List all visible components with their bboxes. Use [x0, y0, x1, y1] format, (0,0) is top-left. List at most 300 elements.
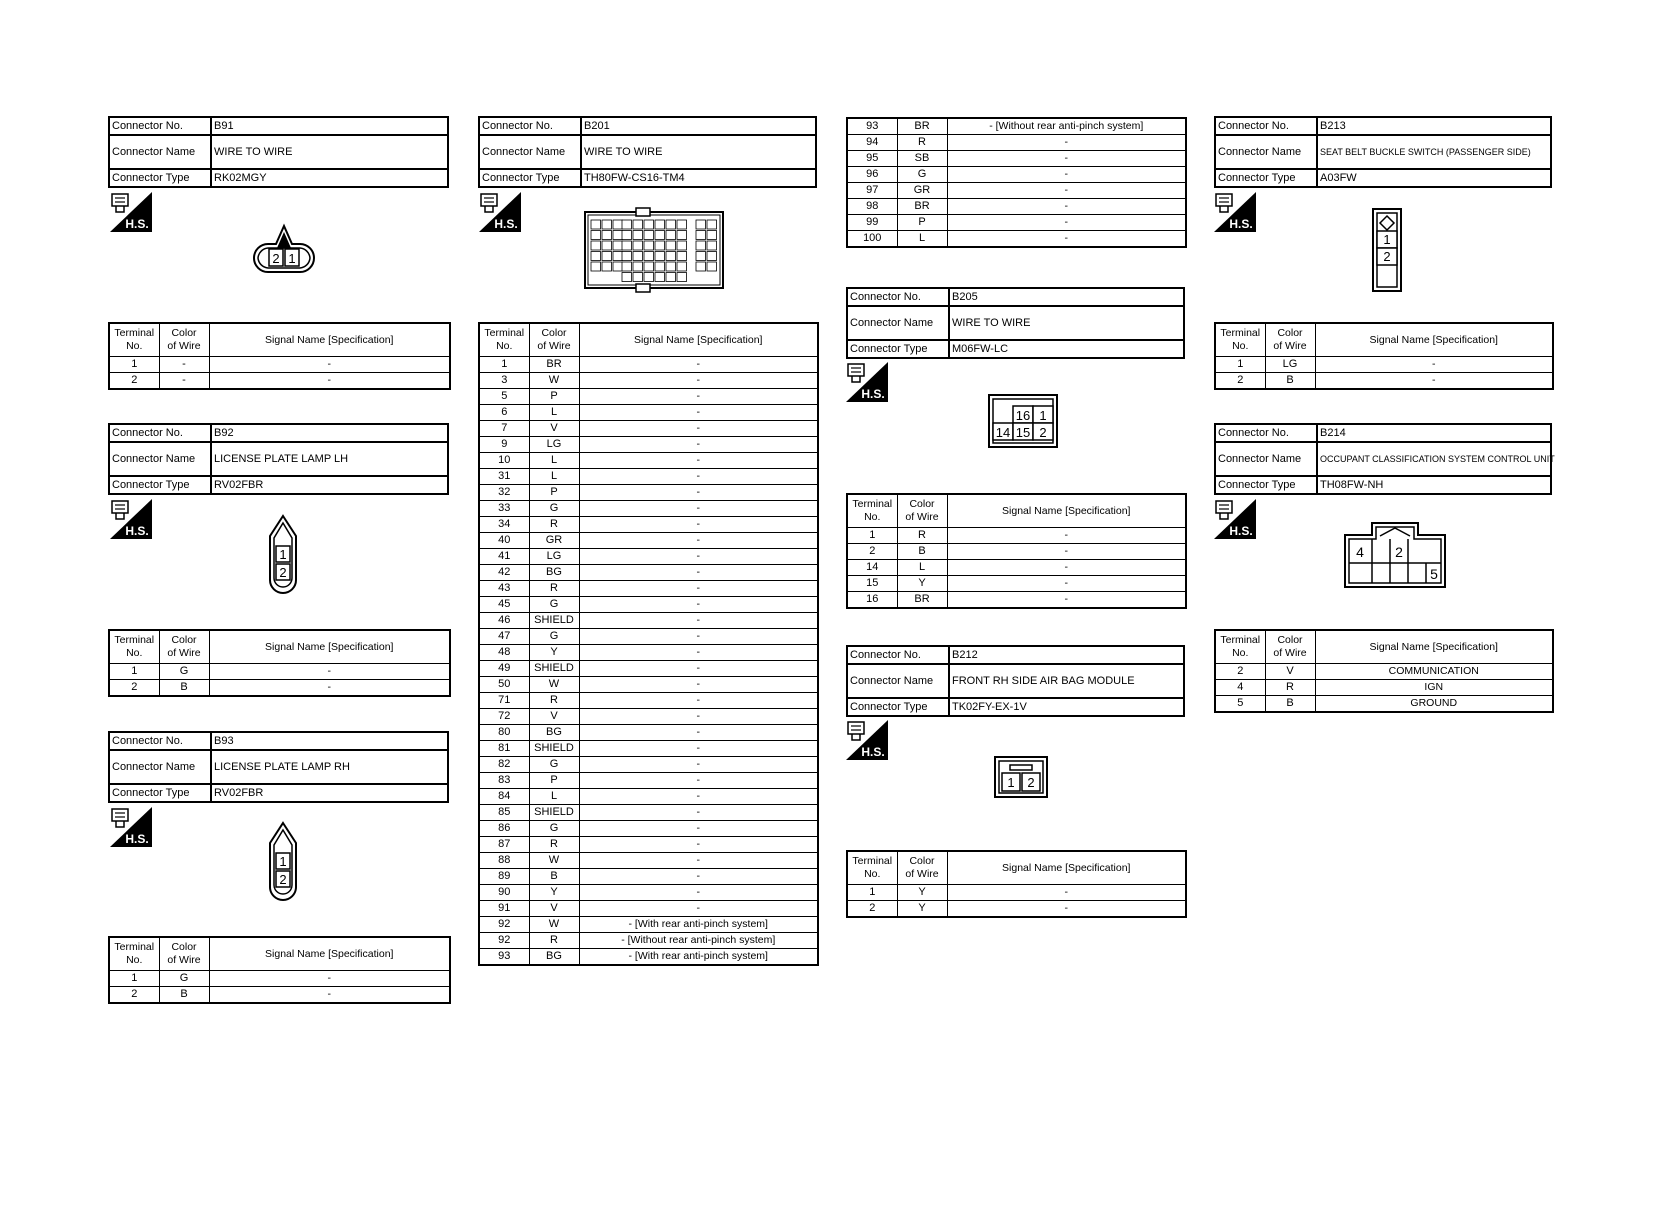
terminal-no: 92	[479, 917, 529, 933]
wire-color: BR	[897, 592, 947, 609]
connector-no-row	[110, 118, 447, 136]
signal-name: -	[579, 549, 818, 565]
table-row	[479, 677, 818, 693]
wire-color: L	[897, 560, 947, 576]
table-row	[847, 183, 1186, 199]
connector-type-row	[110, 785, 447, 801]
table-row	[847, 167, 1186, 183]
signal-name: GROUND	[1315, 696, 1553, 713]
pin-label: 1	[279, 854, 287, 869]
connector-name-label: Connector Name	[1218, 146, 1302, 158]
signal-name: - [With rear anti-pinch system]	[579, 949, 818, 966]
connector-name-value: FRONT RH SIDE AIR BAG MODULE	[952, 675, 1135, 687]
wire-color: -	[159, 357, 209, 373]
signal-name: -	[579, 709, 818, 725]
table-row	[479, 533, 818, 549]
table-row	[1215, 373, 1553, 390]
table-header-row	[1215, 323, 1553, 357]
terminal-no: 95	[847, 151, 897, 167]
wire-color: R	[529, 693, 579, 709]
signal-name: -	[579, 373, 818, 389]
terminal-table-b212	[846, 850, 1187, 918]
terminal-no: 32	[479, 485, 529, 501]
harness-side-icon	[1214, 499, 1256, 539]
connector-diagram-b214	[1344, 522, 1446, 588]
signal-name-header: Signal Name [Specification]	[579, 323, 818, 357]
terminal-no: 87	[479, 837, 529, 853]
terminal-no: 2	[1215, 664, 1265, 680]
connector-name-value: WIRE TO WIRE	[952, 317, 1031, 329]
connector-diagram-b205	[988, 394, 1058, 448]
connector-type-row	[848, 699, 1183, 715]
wire-color: R	[529, 581, 579, 597]
table-row	[479, 821, 818, 837]
connector-no-value: B212	[952, 649, 978, 661]
table-row	[479, 373, 818, 389]
signal-name: -	[947, 135, 1186, 151]
signal-name: -	[579, 469, 818, 485]
wire-color: G	[529, 629, 579, 645]
table-row	[479, 549, 818, 565]
connector-type-label: Connector Type	[112, 172, 190, 184]
table-row	[479, 405, 818, 421]
terminal-no-header: Terminal No.	[109, 937, 159, 971]
connector-type-value: RK02MGY	[214, 172, 267, 184]
table-row	[109, 357, 450, 373]
connector-diagram-b213	[1372, 208, 1402, 292]
table-row	[847, 215, 1186, 231]
wire-color: G	[529, 757, 579, 773]
connector-name-value: SEAT BELT BUCKLE SWITCH (PASSENGER SIDE)	[1320, 147, 1531, 157]
connector-type-label: Connector Type	[482, 172, 560, 184]
signal-name: -	[947, 901, 1186, 918]
svg-text:H.S.: H.S.	[1229, 217, 1253, 231]
wire-color: BR	[897, 118, 947, 135]
connector-no-label: Connector No.	[1218, 120, 1289, 132]
table-row	[479, 485, 818, 501]
wire-color: R	[529, 837, 579, 853]
pin-label: 1	[1039, 408, 1047, 423]
table-row	[847, 901, 1186, 918]
signal-name-header: Signal Name [Specification]	[209, 323, 450, 357]
pin-label: 14	[995, 425, 1011, 440]
pin-label: 2	[279, 872, 287, 887]
wire-color: B	[529, 869, 579, 885]
signal-name: -	[579, 581, 818, 597]
signal-name: -	[209, 680, 450, 697]
table-row	[847, 576, 1186, 592]
svg-text:H.S.: H.S.	[861, 745, 885, 759]
svg-text:H.S.: H.S.	[125, 832, 149, 846]
signal-name: -	[947, 215, 1186, 231]
terminal-no-header: Terminal No.	[109, 323, 159, 357]
table-row	[479, 773, 818, 789]
signal-name: -	[209, 373, 450, 390]
connector-header-b214	[1214, 423, 1555, 495]
signal-name: -	[579, 501, 818, 517]
signal-name: -	[579, 485, 818, 501]
pin-label: 1	[279, 547, 287, 562]
terminal-no: 7	[479, 421, 529, 437]
wire-color: G	[529, 821, 579, 837]
svg-text:H.S.: H.S.	[1229, 524, 1253, 538]
terminal-no: 85	[479, 805, 529, 821]
wire-color: W	[529, 853, 579, 869]
wire-color: W	[529, 677, 579, 693]
connector-no-value: B201	[584, 120, 610, 132]
table-header-row	[847, 494, 1186, 528]
table-row	[1215, 357, 1553, 373]
signal-name-header: Signal Name [Specification]	[1315, 630, 1553, 664]
wire-color: L	[897, 231, 947, 248]
signal-name: -	[579, 725, 818, 741]
terminal-no: 10	[479, 453, 529, 469]
terminal-no: 33	[479, 501, 529, 517]
wire-color: R	[897, 135, 947, 151]
terminal-no: 93	[479, 949, 529, 966]
table-row	[847, 151, 1186, 167]
harness-side-icon	[479, 192, 521, 232]
terminal-no-header: Terminal No.	[847, 851, 897, 885]
wire-color: R	[1265, 680, 1315, 696]
svg-text:H.S.: H.S.	[125, 524, 149, 538]
signal-name: -	[579, 405, 818, 421]
terminal-table-b91	[108, 322, 451, 390]
signal-name: -	[579, 517, 818, 533]
terminal-no: 48	[479, 645, 529, 661]
table-row	[479, 613, 818, 629]
connector-diagram-b212	[994, 756, 1048, 798]
connector-no-label: Connector No.	[850, 649, 921, 661]
terminal-no: 1	[109, 664, 159, 680]
table-row	[479, 469, 818, 485]
table-row	[479, 869, 818, 885]
signal-name: - [With rear anti-pinch system]	[579, 917, 818, 933]
pin-label: 5	[1430, 566, 1438, 582]
harness-side-icon	[846, 362, 888, 402]
signal-name: -	[579, 357, 818, 373]
connector-name-value: WIRE TO WIRE	[584, 146, 663, 158]
signal-name: -	[579, 885, 818, 901]
signal-name: -	[1315, 373, 1553, 390]
table-row	[479, 789, 818, 805]
signal-name: -	[209, 357, 450, 373]
signal-name: -	[579, 421, 818, 437]
table-row	[847, 118, 1186, 135]
wire-color-header: Color of Wire	[1265, 323, 1315, 357]
connector-header-b92	[108, 423, 449, 495]
terminal-no: 15	[847, 576, 897, 592]
wire-color: B	[1265, 373, 1315, 390]
signal-name: -	[579, 853, 818, 869]
connector-name-value: OCCUPANT CLASSIFICATION SYSTEM CONTROL UNIT	[1320, 454, 1555, 464]
table-row	[1215, 664, 1553, 680]
terminal-no: 47	[479, 629, 529, 645]
table-header-row	[109, 630, 450, 664]
wire-color: SB	[897, 151, 947, 167]
signal-name: -	[947, 151, 1186, 167]
connector-type-value: TH08FW-NH	[1320, 479, 1384, 491]
connector-header-b213	[1214, 116, 1552, 188]
table-row	[109, 987, 450, 1004]
signal-name: -	[947, 167, 1186, 183]
wire-color: V	[529, 901, 579, 917]
terminal-no: 31	[479, 469, 529, 485]
table-row	[479, 709, 818, 725]
connector-no-value: B92	[214, 427, 234, 439]
wire-color: SHIELD	[529, 741, 579, 757]
harness-side-icon	[846, 720, 888, 760]
signal-name: -	[579, 821, 818, 837]
connector-no-label: Connector No.	[112, 120, 183, 132]
terminal-no: 5	[1215, 696, 1265, 713]
table-row	[847, 199, 1186, 215]
terminal-no: 80	[479, 725, 529, 741]
table-header-row	[1215, 630, 1553, 664]
pin-label: 2	[272, 251, 280, 266]
connector-header-b93	[108, 731, 449, 803]
signal-name: -	[209, 987, 450, 1004]
wire-color: P	[529, 773, 579, 789]
connector-diagram-b201	[584, 208, 724, 292]
terminal-no: 97	[847, 183, 897, 199]
table-row	[479, 501, 818, 517]
connector-header-b91	[108, 116, 449, 188]
terminal-table-b213	[1214, 322, 1554, 390]
signal-name: -	[947, 183, 1186, 199]
terminal-no: 94	[847, 135, 897, 151]
terminal-no-header: Terminal No.	[479, 323, 529, 357]
signal-name-header: Signal Name [Specification]	[1315, 323, 1553, 357]
terminal-no: 5	[479, 389, 529, 405]
connector-name-label: Connector Name	[112, 146, 196, 158]
signal-name: -	[579, 869, 818, 885]
signal-name: -	[947, 231, 1186, 248]
connector-no-label: Connector No.	[112, 735, 183, 747]
terminal-no: 50	[479, 677, 529, 693]
signal-name-header: Signal Name [Specification]	[947, 851, 1186, 885]
pin-label: 1	[1007, 775, 1015, 790]
wire-color-header: Color of Wire	[897, 851, 947, 885]
signal-name: -	[579, 837, 818, 853]
terminal-no: 71	[479, 693, 529, 709]
harness-side-icon	[110, 192, 152, 232]
pin-label: 2	[1395, 544, 1403, 560]
terminal-no: 88	[479, 853, 529, 869]
terminal-no: 14	[847, 560, 897, 576]
table-row	[479, 917, 818, 933]
table-row	[479, 853, 818, 869]
connector-name-row	[110, 136, 447, 170]
connector-type-label: Connector Type	[850, 343, 928, 355]
wire-color: GR	[529, 533, 579, 549]
table-row	[1215, 680, 1553, 696]
svg-text:H.S.: H.S.	[494, 217, 518, 231]
terminal-table-b214	[1214, 629, 1554, 713]
wire-color: G	[159, 971, 209, 987]
wire-color: W	[529, 917, 579, 933]
table-row	[847, 560, 1186, 576]
table-row	[479, 357, 818, 373]
signal-name: IGN	[1315, 680, 1553, 696]
connector-type-row	[1216, 477, 1550, 493]
terminal-no: 81	[479, 741, 529, 757]
terminal-table-b92	[108, 629, 451, 697]
connector-name-label: Connector Name	[850, 317, 934, 329]
terminal-no: 89	[479, 869, 529, 885]
terminal-no: 2	[109, 987, 159, 1004]
terminal-no: 1	[109, 357, 159, 373]
terminal-no: 45	[479, 597, 529, 613]
wire-color: BG	[529, 725, 579, 741]
table-row	[847, 135, 1186, 151]
wire-color: Y	[529, 645, 579, 661]
svg-text:H.S.: H.S.	[861, 387, 885, 401]
terminal-no-header: Terminal No.	[1215, 323, 1265, 357]
connector-name-value: LICENSE PLATE LAMP RH	[214, 761, 350, 773]
terminal-no: 16	[847, 592, 897, 609]
table-row	[479, 645, 818, 661]
connector-no-row	[110, 733, 447, 751]
table-header-row	[109, 323, 450, 357]
table-row	[109, 971, 450, 987]
connector-name-label: Connector Name	[850, 675, 934, 687]
wire-color: B	[1265, 696, 1315, 713]
connector-no-row	[848, 647, 1183, 665]
table-row	[479, 741, 818, 757]
wire-color-header: Color of Wire	[529, 323, 579, 357]
wire-color: P	[529, 485, 579, 501]
terminal-no: 99	[847, 215, 897, 231]
table-header-row	[847, 851, 1186, 885]
wire-color: B	[159, 680, 209, 697]
terminal-table-b205	[846, 493, 1187, 609]
harness-side-icon	[1214, 192, 1256, 232]
terminal-no: 1	[1215, 357, 1265, 373]
terminal-no: 82	[479, 757, 529, 773]
svg-text:H.S.: H.S.	[125, 217, 149, 231]
wire-color: SHIELD	[529, 661, 579, 677]
table-row	[847, 231, 1186, 248]
terminal-no: 2	[847, 544, 897, 560]
terminal-no: 1	[109, 971, 159, 987]
table-row	[479, 421, 818, 437]
connector-no-value: B93	[214, 735, 234, 747]
wire-color: V	[529, 709, 579, 725]
signal-name: -	[947, 592, 1186, 609]
pin-label: 2	[1027, 775, 1035, 790]
wire-color: L	[529, 469, 579, 485]
signal-name: -	[947, 528, 1186, 544]
connector-diagram-b91	[250, 218, 320, 278]
connector-type-value: RV02FBR	[214, 479, 264, 491]
table-row	[479, 629, 818, 645]
connector-type-label: Connector Type	[1218, 479, 1296, 491]
terminal-no: 4	[1215, 680, 1265, 696]
wire-color: BR	[897, 199, 947, 215]
signal-name-header: Signal Name [Specification]	[947, 494, 1186, 528]
signal-name: -	[947, 576, 1186, 592]
table-row	[479, 837, 818, 853]
signal-name: -	[579, 789, 818, 805]
wire-color: BG	[529, 949, 579, 966]
wire-color-header: Color of Wire	[897, 494, 947, 528]
wire-color: LG	[1265, 357, 1315, 373]
table-row	[479, 725, 818, 741]
table-row	[479, 437, 818, 453]
wire-color: L	[529, 405, 579, 421]
wire-color: B	[159, 987, 209, 1004]
signal-name: -	[579, 677, 818, 693]
terminal-no: 2	[109, 373, 159, 390]
connector-no-value: B205	[952, 291, 978, 303]
table-row	[847, 544, 1186, 560]
pin-label: 15	[1015, 425, 1031, 440]
terminal-table-b201_cont	[846, 117, 1187, 248]
table-row	[109, 373, 450, 390]
connector-no-row	[1216, 425, 1550, 443]
signal-name: - [Without rear anti-pinch system]	[947, 118, 1186, 135]
terminal-no: 96	[847, 167, 897, 183]
table-row	[847, 528, 1186, 544]
signal-name: -	[579, 565, 818, 581]
connector-no-value: B213	[1320, 120, 1346, 132]
pin-label: 2	[1039, 425, 1047, 440]
connector-type-value: TK02FY-EX-1V	[952, 701, 1027, 713]
wire-color: BR	[529, 357, 579, 373]
connector-name-label: Connector Name	[1218, 453, 1302, 465]
connector-type-row	[110, 170, 447, 186]
signal-name: -	[579, 453, 818, 469]
signal-name: -	[947, 885, 1186, 901]
table-row	[847, 592, 1186, 609]
terminal-no: 43	[479, 581, 529, 597]
wire-color: LG	[529, 549, 579, 565]
terminal-no-header: Terminal No.	[847, 494, 897, 528]
terminal-no: 1	[847, 885, 897, 901]
pin-label: 1	[288, 251, 296, 266]
terminal-no: 91	[479, 901, 529, 917]
signal-name: -	[579, 629, 818, 645]
table-row	[479, 933, 818, 949]
connector-name-row	[110, 751, 447, 785]
wire-color: R	[529, 517, 579, 533]
connector-type-label: Connector Type	[112, 479, 190, 491]
table-header-row	[479, 323, 818, 357]
table-row	[479, 661, 818, 677]
pin-label: 1	[1383, 232, 1391, 247]
connector-name-row	[848, 665, 1183, 699]
signal-name: -	[947, 560, 1186, 576]
terminal-no: 92	[479, 933, 529, 949]
connector-no-value: B214	[1320, 427, 1346, 439]
signal-name: -	[579, 613, 818, 629]
table-row	[479, 901, 818, 917]
table-row	[479, 805, 818, 821]
connector-type-row	[480, 170, 815, 186]
table-header-row	[109, 937, 450, 971]
wire-color: G	[529, 597, 579, 613]
connector-name-value: LICENSE PLATE LAMP LH	[214, 453, 349, 465]
signal-name: -	[579, 389, 818, 405]
wire-color: Y	[897, 576, 947, 592]
wire-color: Y	[897, 901, 947, 918]
connector-type-row	[848, 341, 1183, 357]
signal-name: -	[579, 773, 818, 789]
signal-name: -	[1315, 357, 1553, 373]
connector-name-row	[1216, 136, 1550, 170]
table-row	[479, 885, 818, 901]
